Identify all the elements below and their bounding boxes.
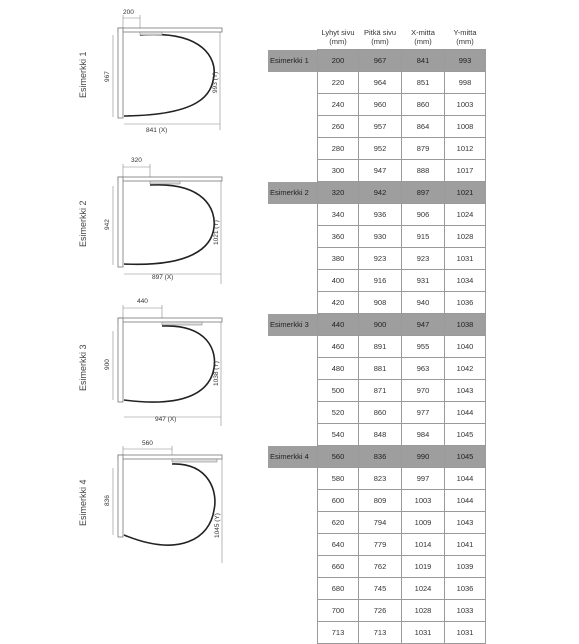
- y-dimension: 1038 (Y): [213, 361, 220, 386]
- cell-short-side: 500: [318, 380, 359, 402]
- diagram-3: [0, 296, 270, 444]
- table-row: [268, 270, 486, 292]
- cell-long-side: 900: [359, 314, 402, 336]
- table-row: [268, 248, 486, 270]
- y-dimension: 1021 (Y): [213, 220, 220, 245]
- cell-y-measure: 1040: [445, 336, 486, 358]
- table-row: [268, 424, 486, 446]
- long-side-dimension: 942: [104, 219, 111, 230]
- diagram-2: [0, 152, 270, 300]
- table-row: [268, 72, 486, 94]
- row-example-name: Esimerkki 4: [268, 446, 318, 468]
- cell-long-side: 947: [359, 160, 402, 182]
- cell-long-side: 936: [359, 204, 402, 226]
- cell-long-side: 745: [359, 578, 402, 600]
- long-side-dimension: 967: [104, 71, 111, 82]
- table-row: [268, 226, 486, 248]
- row-example-name: [268, 424, 318, 446]
- table-row: [268, 600, 486, 622]
- row-example-name: Esimerkki 3: [268, 314, 318, 336]
- cell-short-side: 660: [318, 556, 359, 578]
- table-row: [268, 490, 486, 512]
- cell-long-side: 823: [359, 468, 402, 490]
- table-row: [268, 578, 486, 600]
- table-row: [268, 468, 486, 490]
- cell-long-side: 713: [359, 622, 402, 644]
- cell-short-side: 300: [318, 160, 359, 182]
- cell-y-measure: 1008: [445, 116, 486, 138]
- table-row: [268, 160, 486, 182]
- cell-y-measure: 1036: [445, 292, 486, 314]
- example-label: Esimerkki 3: [78, 344, 88, 391]
- cell-short-side: 540: [318, 424, 359, 446]
- cell-short-side: 620: [318, 512, 359, 534]
- cell-short-side: 600: [318, 490, 359, 512]
- table-row: [268, 380, 486, 402]
- cell-short-side: 560: [318, 446, 359, 468]
- header-x-measure: X-mitta (mm): [411, 27, 435, 46]
- cell-y-measure: 1044: [445, 402, 486, 424]
- cell-x-measure: 897: [402, 182, 445, 204]
- cell-long-side: 794: [359, 512, 402, 534]
- table-row: [268, 512, 486, 534]
- cell-long-side: 860: [359, 402, 402, 424]
- table-row: [268, 358, 486, 380]
- cell-x-measure: 947: [402, 314, 445, 336]
- row-example-name: [268, 226, 318, 248]
- table-header-row: [268, 24, 486, 50]
- cell-long-side: 964: [359, 72, 402, 94]
- cell-short-side: 200: [318, 50, 359, 72]
- cell-x-measure: 879: [402, 138, 445, 160]
- cell-short-side: 280: [318, 138, 359, 160]
- cell-x-measure: 931: [402, 270, 445, 292]
- diagram-3-drawing: [0, 296, 270, 444]
- table-row: [268, 336, 486, 358]
- diagram-1-drawing: [0, 0, 270, 150]
- cell-x-measure: 906: [402, 204, 445, 226]
- cell-y-measure: 1028: [445, 226, 486, 248]
- row-example-name: Esimerkki 1: [268, 50, 318, 72]
- short-side-dimension: 320: [131, 157, 142, 164]
- cell-long-side: 891: [359, 336, 402, 358]
- cell-short-side: 680: [318, 578, 359, 600]
- cell-y-measure: 1031: [445, 248, 486, 270]
- cell-y-measure: 1036: [445, 578, 486, 600]
- cell-y-measure: 993: [445, 50, 486, 72]
- row-example-name: [268, 336, 318, 358]
- cell-x-measure: 864: [402, 116, 445, 138]
- cell-long-side: 871: [359, 380, 402, 402]
- cell-x-measure: 1028: [402, 600, 445, 622]
- table-row: [268, 204, 486, 226]
- cell-short-side: 400: [318, 270, 359, 292]
- cell-short-side: 240: [318, 94, 359, 116]
- table-row: [268, 50, 486, 72]
- cell-x-measure: 984: [402, 424, 445, 446]
- cell-y-measure: 1043: [445, 512, 486, 534]
- cell-x-measure: 955: [402, 336, 445, 358]
- row-example-name: [268, 248, 318, 270]
- table-row: [268, 556, 486, 578]
- table-row: [268, 622, 486, 644]
- cell-x-measure: 888: [402, 160, 445, 182]
- row-example-name: [268, 358, 318, 380]
- cell-short-side: 480: [318, 358, 359, 380]
- cell-y-measure: 1043: [445, 380, 486, 402]
- row-example-name: [268, 72, 318, 94]
- diagram-4-drawing: [0, 438, 270, 579]
- cell-long-side: 957: [359, 116, 402, 138]
- cell-long-side: 779: [359, 534, 402, 556]
- x-dimension: 947 (X): [155, 416, 177, 423]
- cell-y-measure: 1044: [445, 468, 486, 490]
- cell-y-measure: 1034: [445, 270, 486, 292]
- cell-short-side: 340: [318, 204, 359, 226]
- example-label: Esimerkki 4: [78, 479, 88, 526]
- row-example-name: [268, 138, 318, 160]
- diagram-1: [0, 0, 270, 150]
- row-example-name: [268, 116, 318, 138]
- cell-short-side: 360: [318, 226, 359, 248]
- cell-y-measure: 1012: [445, 138, 486, 160]
- row-example-name: [268, 534, 318, 556]
- long-side-dimension: 900: [104, 359, 111, 370]
- cell-short-side: 440: [318, 314, 359, 336]
- cell-short-side: 420: [318, 292, 359, 314]
- cell-y-measure: 1044: [445, 490, 486, 512]
- cell-short-side: 580: [318, 468, 359, 490]
- row-example-name: Esimerkki 2: [268, 182, 318, 204]
- cell-short-side: 713: [318, 622, 359, 644]
- short-side-dimension: 200: [123, 9, 134, 16]
- cell-long-side: 809: [359, 490, 402, 512]
- row-example-name: [268, 160, 318, 182]
- cell-y-measure: 1045: [445, 446, 486, 468]
- diagram-4: [0, 438, 270, 579]
- y-dimension: 1045 (Y): [214, 513, 221, 538]
- y-dimension: 993 (Y): [212, 71, 219, 93]
- table-row: [268, 446, 486, 468]
- x-dimension: 897 (X): [152, 274, 174, 281]
- table-row: [268, 314, 486, 336]
- row-example-name: [268, 600, 318, 622]
- cell-long-side: 836: [359, 446, 402, 468]
- cell-x-measure: 940: [402, 292, 445, 314]
- row-example-name: [268, 270, 318, 292]
- cell-long-side: 923: [359, 248, 402, 270]
- cell-x-measure: 923: [402, 248, 445, 270]
- cell-x-measure: 977: [402, 402, 445, 424]
- cell-long-side: 952: [359, 138, 402, 160]
- cell-x-measure: 915: [402, 226, 445, 248]
- cell-short-side: 320: [318, 182, 359, 204]
- cell-x-measure: 860: [402, 94, 445, 116]
- short-side-dimension: 560: [142, 440, 153, 447]
- row-example-name: [268, 556, 318, 578]
- cell-short-side: 380: [318, 248, 359, 270]
- table-row: [268, 292, 486, 314]
- row-example-name: [268, 490, 318, 512]
- cell-x-measure: 1003: [402, 490, 445, 512]
- table-row: [268, 138, 486, 160]
- row-example-name: [268, 622, 318, 644]
- row-example-name: [268, 468, 318, 490]
- cell-x-measure: 1031: [402, 622, 445, 644]
- long-side-dimension: 836: [104, 495, 111, 506]
- short-side-dimension: 440: [137, 298, 148, 305]
- dimensions-table: [268, 24, 486, 644]
- row-example-name: [268, 292, 318, 314]
- row-example-name: [268, 380, 318, 402]
- cell-y-measure: 1003: [445, 94, 486, 116]
- x-dimension: 841 (X): [146, 127, 168, 134]
- cell-x-measure: 1009: [402, 512, 445, 534]
- cell-y-measure: 1039: [445, 556, 486, 578]
- cell-short-side: 460: [318, 336, 359, 358]
- row-example-name: [268, 578, 318, 600]
- cell-x-measure: 1019: [402, 556, 445, 578]
- cell-long-side: 930: [359, 226, 402, 248]
- header-blank: [268, 24, 318, 50]
- table-row: [268, 534, 486, 556]
- row-example-name: [268, 94, 318, 116]
- cell-y-measure: 1038: [445, 314, 486, 336]
- cell-x-measure: 841: [402, 50, 445, 72]
- cell-short-side: 220: [318, 72, 359, 94]
- cell-long-side: 908: [359, 292, 402, 314]
- cell-x-measure: 1024: [402, 578, 445, 600]
- cell-y-measure: 1031: [445, 622, 486, 644]
- cell-long-side: 881: [359, 358, 402, 380]
- cell-short-side: 700: [318, 600, 359, 622]
- example-label: Esimerkki 2: [78, 200, 88, 247]
- row-example-name: [268, 402, 318, 424]
- cell-long-side: 942: [359, 182, 402, 204]
- header-y-measure: Y-mitta (mm): [453, 27, 477, 46]
- diagram-2-drawing: [0, 152, 270, 300]
- cell-long-side: 726: [359, 600, 402, 622]
- table-body: [268, 50, 486, 644]
- cell-long-side: 960: [359, 94, 402, 116]
- cell-y-measure: 1041: [445, 534, 486, 556]
- table-row: [268, 116, 486, 138]
- cell-x-measure: 1014: [402, 534, 445, 556]
- cell-y-measure: 998: [445, 72, 486, 94]
- cell-long-side: 967: [359, 50, 402, 72]
- cell-short-side: 260: [318, 116, 359, 138]
- cell-y-measure: 1017: [445, 160, 486, 182]
- cell-long-side: 848: [359, 424, 402, 446]
- cell-y-measure: 1024: [445, 204, 486, 226]
- cell-x-measure: 851: [402, 72, 445, 94]
- cell-x-measure: 963: [402, 358, 445, 380]
- cell-long-side: 916: [359, 270, 402, 292]
- cell-short-side: 640: [318, 534, 359, 556]
- row-example-name: [268, 204, 318, 226]
- header-long-side: Pitkä sivu (mm): [363, 27, 397, 46]
- cell-x-measure: 997: [402, 468, 445, 490]
- cell-y-measure: 1042: [445, 358, 486, 380]
- cell-x-measure: 970: [402, 380, 445, 402]
- table-row: [268, 94, 486, 116]
- table-row: [268, 402, 486, 424]
- row-example-name: [268, 512, 318, 534]
- cell-x-measure: 990: [402, 446, 445, 468]
- cell-y-measure: 1033: [445, 600, 486, 622]
- cell-long-side: 762: [359, 556, 402, 578]
- cell-short-side: 520: [318, 402, 359, 424]
- cell-y-measure: 1021: [445, 182, 486, 204]
- example-label: Esimerkki 1: [78, 51, 88, 98]
- table-row: [268, 182, 486, 204]
- header-short-side: Lyhyt sivu (mm): [321, 27, 355, 46]
- cell-y-measure: 1045: [445, 424, 486, 446]
